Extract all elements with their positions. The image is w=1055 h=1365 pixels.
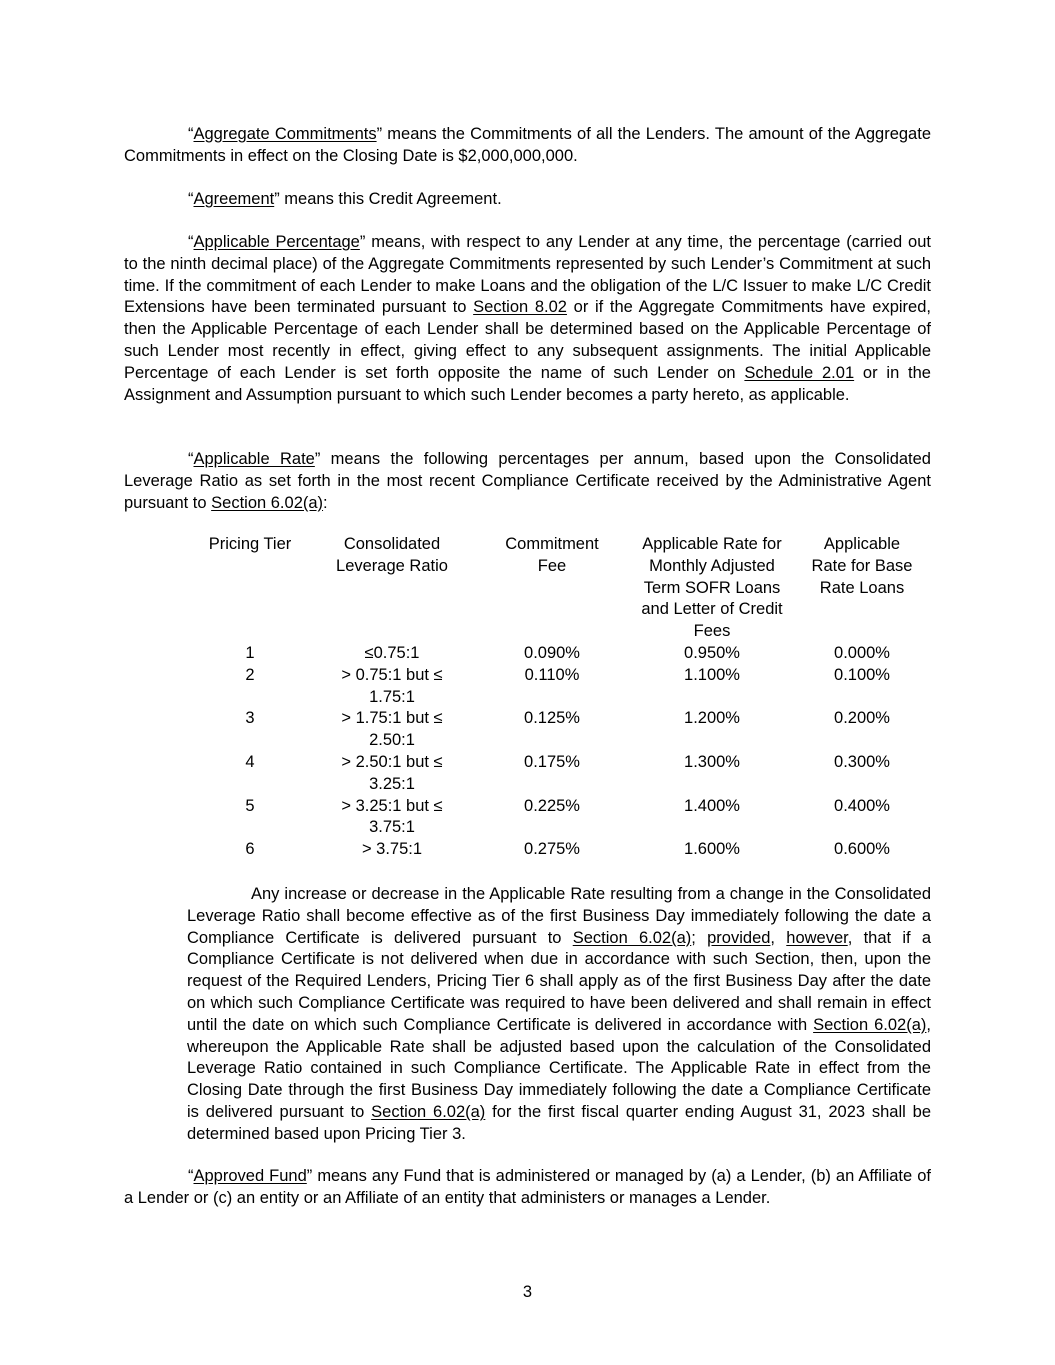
paragraph-text: , whereupon the Applicable Rate shall be adjusted based upon the calculation of the Consolidated Leverage Ratio contained in such Compliance Certificate. The Applicable Rate in effect from the Closing Date through the first Business Day immediately following the date a Compliance Certificate is delivered pursuant to <box>187 1015 931 1121</box>
cell-commitment-fee: 0.110% <box>524 665 580 684</box>
header-consolidated-leverage-ratio <box>312 534 472 643</box>
table-row <box>188 796 932 840</box>
cell-commitment-fee: 0.090% <box>524 643 580 662</box>
cell-applicable-rate-sofr: 1.100% <box>684 665 740 684</box>
section-reference[interactable]: Section 6.02(a) <box>572 928 692 947</box>
cell-applicable-rate-base: 0.400% <box>834 796 890 815</box>
cell-text: > 1.75:1 but ≤ 2.50:1 <box>341 709 443 750</box>
table-row <box>188 839 932 861</box>
defined-term-applicable-percentage: Applicable Percentage <box>193 233 360 251</box>
defined-term-agreement: Agreement <box>193 190 275 208</box>
cell-applicable-rate-base: 0.300% <box>834 752 890 771</box>
header-pricing-tier: Pricing Tier <box>208 535 292 553</box>
cell-applicable-rate-sofr: 1.600% <box>684 840 740 859</box>
table-row <box>188 708 932 752</box>
definition-text: ” means the following percentages per annum, based upon the Consolidated Leverage Ratio as set forth in the most recent Compliance Certificate received by the Administrative Agent pursuant to <box>124 450 931 512</box>
defined-term-aggregate-commitments: Aggregate Commitments <box>193 125 377 143</box>
cell-text: ≤0.75:1 <box>364 643 420 662</box>
open-quote: “ <box>188 125 194 143</box>
definition-agreement <box>124 189 931 211</box>
cell-pricing-tier: 3 <box>245 709 255 728</box>
cell-commitment-fee: 0.175% <box>524 752 580 771</box>
header-commitment-fee <box>472 534 632 643</box>
cell-text: > 2.50:1 but ≤ 3.25:1 <box>341 752 443 793</box>
cell-leverage-ratio <box>312 752 472 796</box>
header-text: Applicable Rate for Base Rate Loans <box>811 535 913 597</box>
paragraph-text: , <box>770 928 787 947</box>
header-text: Consolidated Leverage Ratio <box>336 535 448 575</box>
cell-applicable-rate-sofr: 0.950% <box>684 643 740 662</box>
cell-leverage-ratio <box>312 839 472 861</box>
definition-applicable-rate <box>124 449 931 514</box>
cell-text: > 3.25:1 but ≤ 3.75:1 <box>341 796 443 837</box>
rate-adjustment-paragraph <box>187 884 931 1146</box>
definition-text: ” means this Credit Agreement. <box>274 190 502 208</box>
table-row <box>188 643 932 665</box>
cell-leverage-ratio <box>312 796 472 840</box>
definition-text: ” means the Commitments of all the Lenders. The amount of the Aggregate Commitments in effect on the Closing Date is $2,000,000,000. <box>124 125 931 165</box>
cell-leverage-ratio <box>312 708 472 752</box>
paragraph-text: , that if a Compliance Certificate is not delivered when due in accordance with such Section, then, upon the request of the Required Lenders, Pricing Tier 6 shall apply as of the first Business Day after the date on which such Compliance Certificate was required to have been delivered and shall remain in effect until the date on which such Compliance Certificate is delivered in accordance with <box>187 928 931 1034</box>
table-row <box>188 752 932 796</box>
section-reference[interactable]: Section 8.02 <box>473 298 567 317</box>
header-text: Commitment Fee <box>505 535 599 575</box>
open-quote: “ <box>188 1167 194 1185</box>
section-reference[interactable]: Section 6.02(a) <box>211 493 324 512</box>
open-quote: “ <box>188 450 194 468</box>
definition-applicable-percentage <box>124 232 931 406</box>
cell-applicable-rate-base: 0.600% <box>834 840 890 859</box>
cell-text: > 3.75:1 <box>361 840 423 859</box>
header-text: Applicable Rate for Monthly Adjusted Term SOFR Loans and Letter of Credit Fees <box>641 535 783 641</box>
header-applicable-rate-sofr <box>632 534 792 643</box>
provided-term: provided <box>707 928 771 947</box>
cell-text: > 0.75:1 but ≤ 1.75:1 <box>341 665 443 706</box>
table-header-row <box>188 534 932 643</box>
however-term: however <box>786 928 848 947</box>
cell-commitment-fee: 0.125% <box>524 709 580 728</box>
cell-pricing-tier: 6 <box>245 840 255 859</box>
paragraph-text: for the first fiscal quarter ending August 31, 2023 shall be determined based upon Pricing Tier 3. <box>187 1102 931 1143</box>
pricing-tier-table <box>188 534 932 861</box>
definition-text: : <box>323 493 328 512</box>
header-applicable-rate-base <box>792 534 932 643</box>
definition-aggregate-commitments <box>124 124 931 168</box>
definition-text: or in the Assignment and Assumption pursuant to which such Lender becomes a party hereto, as applicable. <box>124 363 931 404</box>
defined-term-applicable-rate: Applicable Rate <box>193 450 315 468</box>
cell-applicable-rate-base: 0.000% <box>834 643 890 662</box>
paragraph-text: ; <box>691 928 708 947</box>
open-quote: “ <box>188 233 194 251</box>
cell-applicable-rate-sofr: 1.400% <box>684 796 740 815</box>
cell-applicable-rate-sofr: 1.300% <box>684 752 740 771</box>
cell-leverage-ratio <box>312 665 472 709</box>
section-reference[interactable]: Section 6.02(a) <box>813 1015 927 1034</box>
cell-commitment-fee: 0.225% <box>524 796 580 815</box>
cell-pricing-tier: 5 <box>245 796 255 815</box>
cell-commitment-fee: 0.275% <box>524 840 580 859</box>
defined-term-approved-fund: Approved Fund <box>193 1167 307 1185</box>
schedule-reference[interactable]: Schedule 2.01 <box>744 363 855 382</box>
definition-approved-fund <box>124 1166 931 1210</box>
cell-pricing-tier: 2 <box>245 665 255 684</box>
definition-text: ” means any Fund that is administered or managed by (a) a Lender, (b) an Affiliate of a Lender or (c) an entity or an Affiliate of an entity that administers or manages a Lender. <box>124 1167 931 1207</box>
paragraph-text: Any increase or decrease in the Applicable Rate resulting from a change in the Consolidated Leverage Ratio shall become effective as of the first Business Day immediately following the date a Compliance Certificate is delivered pursuant to <box>187 885 931 947</box>
table-row <box>188 665 932 709</box>
cell-pricing-tier: 4 <box>245 752 255 771</box>
cell-applicable-rate-base: 0.200% <box>834 709 890 728</box>
cell-applicable-rate-sofr: 1.200% <box>684 709 740 728</box>
definition-text: ” means, with respect to any Lender at any time, the percentage (carried out to the ninth decimal place) of the Aggregate Commitments represented by such Lender’s Commitment at such time. If the commitment of each Lender to make Loans and the obligation of the L/C Issuer to make L/C Credit Extensions have been terminated pursuant to <box>124 233 931 317</box>
cell-leverage-ratio <box>312 643 472 665</box>
cell-pricing-tier: 1 <box>245 643 255 662</box>
page-number: 3 <box>522 1283 533 1301</box>
open-quote: “ <box>188 190 194 208</box>
section-reference[interactable]: Section 6.02(a) <box>371 1102 486 1121</box>
definition-text: or if the Aggregate Commitments have expired, then the Applicable Percentage of each Lender shall be determined based on the Applicable Percentage of such Lender most recently in effect, giving effect to any subsequent assignments. The initial Applicable Percentage of each Lender is set forth opposite the name of such Lender on <box>124 298 931 382</box>
cell-applicable-rate-base: 0.100% <box>834 665 890 684</box>
